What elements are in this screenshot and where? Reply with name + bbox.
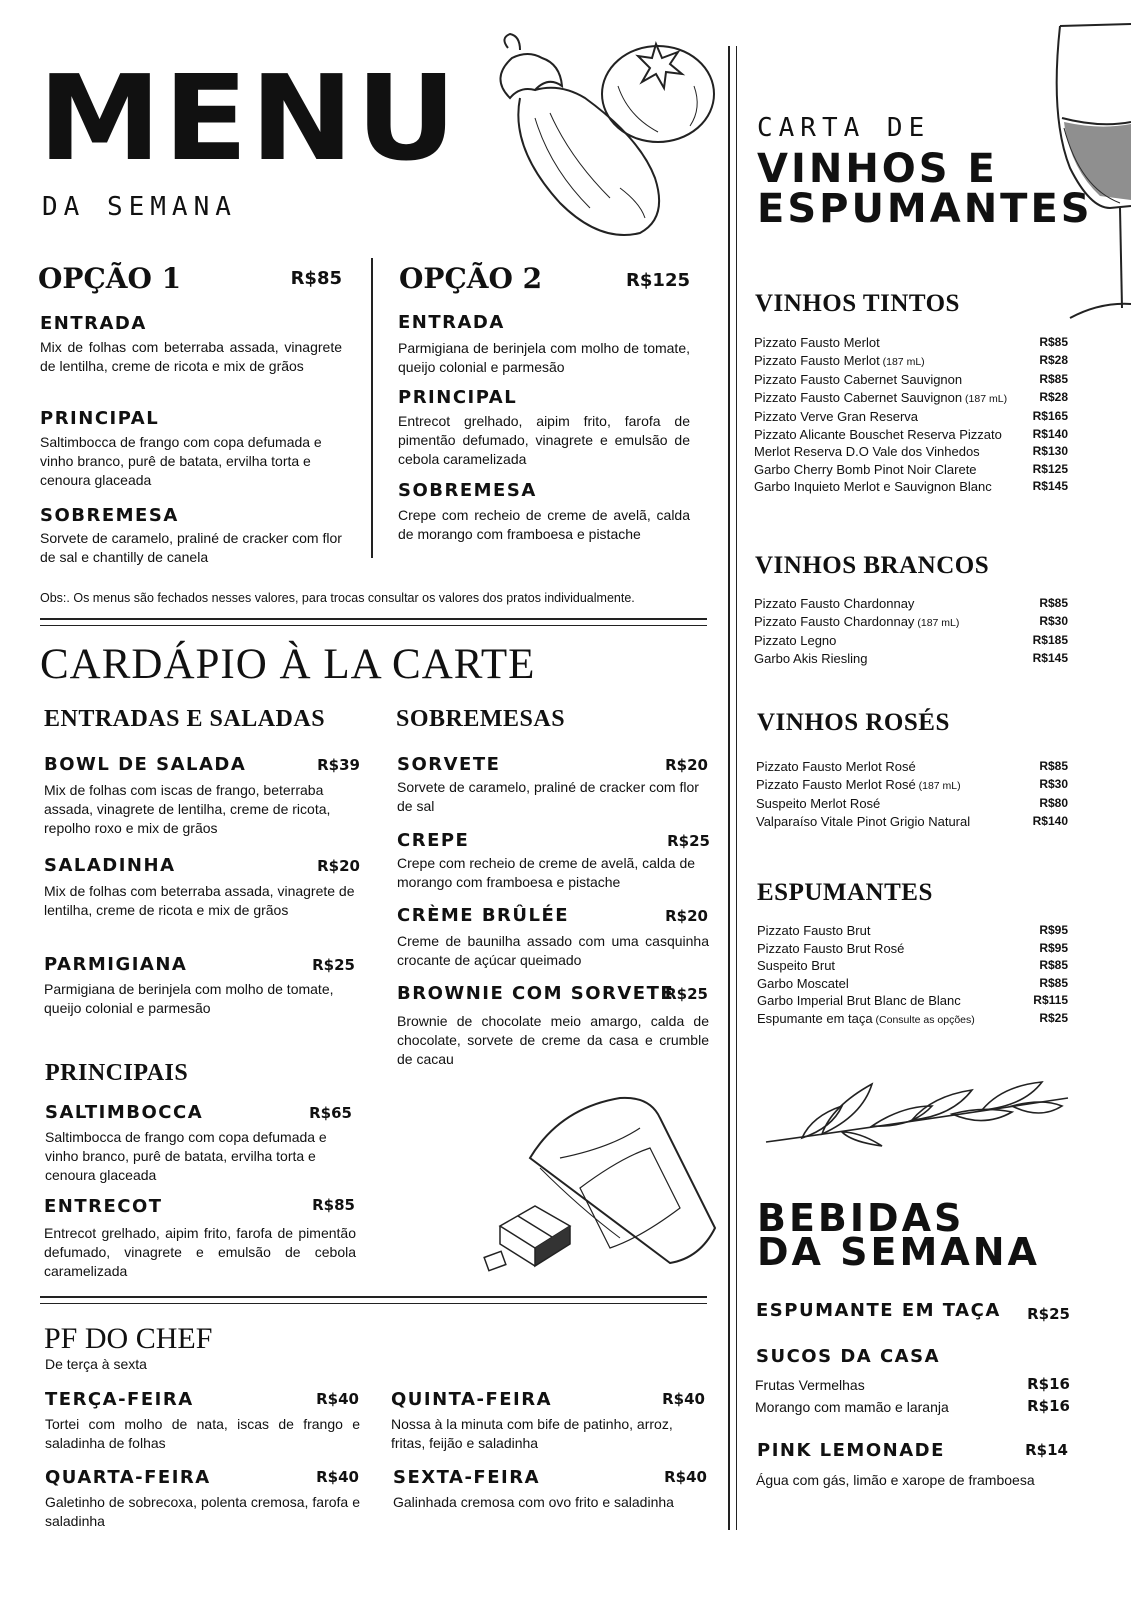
sobremesas-title: SOBREMESAS xyxy=(396,706,566,732)
wine-row xyxy=(754,595,1068,613)
dish-price: R$25 xyxy=(665,985,708,1003)
tintos-title: VINHOS TINTOS xyxy=(755,290,960,317)
lemonade-label: PINK LEMONADE xyxy=(757,1440,945,1461)
brancos-title: VINHOS BRANCOS xyxy=(755,552,990,579)
suco-name: Morango com mamão e laranja xyxy=(755,1399,949,1415)
dish-price: R$20 xyxy=(665,756,708,774)
wine-row xyxy=(757,992,1068,1010)
dish-title: CREPE xyxy=(397,830,470,851)
wine-name: Pizzato Alicante Bouschet Reserva Pizzato xyxy=(754,426,1002,442)
branch-icon xyxy=(762,1076,1072,1148)
tomato-icon xyxy=(598,36,720,146)
suco-name: Frutas Vermelhas xyxy=(755,1377,865,1393)
wine-list-brancos xyxy=(754,595,1068,667)
bebidas-title-1: BEBIDAS xyxy=(757,1196,965,1240)
bebidas-title-2: DA SEMANA xyxy=(757,1230,1040,1274)
pf-day-desc: Nossa à la minuta com bife de patinho, arroz, fritas, feijão e saladinha xyxy=(391,1416,673,1451)
option-1-principal-label: PRINCIPAL xyxy=(40,408,160,429)
wine-row xyxy=(757,922,1068,940)
wine-price: R$28 xyxy=(1039,352,1068,367)
column-divider xyxy=(728,46,730,1530)
wine-name: Garbo Akis Riesling xyxy=(754,650,868,666)
lemonade-price: R$14 xyxy=(1025,1441,1068,1459)
dish-price: R$25 xyxy=(667,832,710,850)
option-1-entrada: Mix de folhas com beterraba assada, vinagrete de lentilha, creme de ricota e mix de grãos xyxy=(40,339,342,374)
wine-row xyxy=(754,334,1068,352)
wine-list-espumantes xyxy=(757,922,1068,1029)
dish-title: SALTIMBOCCA xyxy=(45,1102,204,1123)
wine-price: R$125 xyxy=(1032,461,1068,476)
bebida-espumante-price: R$25 xyxy=(1027,1305,1070,1323)
dish-desc: Parmigiana de berinjela com molho de tomate, queijo colonial e parmesão xyxy=(44,981,334,1016)
option-2-principal: Entrecot grelhado, aipim frito, farofa de pimentão defumado, vinagrete e emulsão de cebola caramelizada xyxy=(398,413,690,467)
wine-price: R$85 xyxy=(1039,975,1068,990)
dish-desc: Brownie de chocolate meio amargo, calda de chocolate, sorvete de creme da casa e crumble de cacau xyxy=(397,1013,709,1067)
wine-row xyxy=(754,632,1068,650)
wine-name: Pizzato Fausto Chardonnay (187 mL) xyxy=(754,613,960,629)
wine-row xyxy=(754,650,1068,668)
menu-obs: Obs:. Os menus são fechados nesses valores, para trocas consultar os valores dos pratos individualmente. xyxy=(40,591,635,605)
options-divider xyxy=(371,258,373,558)
option-2-sobremesa-label: SOBREMESA xyxy=(398,480,537,501)
wine-row xyxy=(754,371,1068,389)
dish-price: R$25 xyxy=(312,956,355,974)
wine-price: R$130 xyxy=(1032,444,1068,458)
wine-name: Pizzato Verve Gran Reserva xyxy=(754,409,919,424)
sucos-label: SUCOS DA CASA xyxy=(756,1346,940,1367)
wine-title-1: VINHOS E xyxy=(757,146,998,192)
wine-name: Pizzato Fausto Merlot (187 mL) xyxy=(754,352,925,368)
wine-list-tintos xyxy=(754,334,1068,496)
pf-day-price: R$40 xyxy=(662,1390,705,1408)
pf-subtitle: De terça à sexta xyxy=(45,1356,147,1372)
wine-price: R$85 xyxy=(1039,335,1068,349)
wine-row xyxy=(757,1010,1068,1030)
dish-desc: Saltimbocca de frango com copa defumada e vinho branco, purê de batata, ervilha torta e cenoura glaceada xyxy=(45,1129,327,1183)
pf-day-title: SEXTA-FEIRA xyxy=(393,1467,540,1488)
dish-desc: Creme de baunilha assado com uma casquinha crocante de açúcar queimado xyxy=(397,933,709,968)
option-1-principal: Saltimbocca de frango com copa defumada e vinho branco, purê de batata, ervilha torta e cenoura glaceada xyxy=(40,434,322,488)
wine-row xyxy=(754,461,1068,479)
wine-note: (187 mL) xyxy=(879,355,925,368)
menu-title: MENU xyxy=(38,49,459,187)
wine-row xyxy=(754,478,1068,496)
wine-name: Pizzato Fausto Brut xyxy=(757,923,871,938)
dish-desc: Mix de folhas com beterraba assada, vinagrete de lentilha, creme de ricota e mix de grãos xyxy=(44,883,355,918)
wine-name: Pizzato Fausto Cabernet Sauvignon xyxy=(754,372,963,387)
wine-row xyxy=(756,795,1068,813)
wine-name: Pizzato Fausto Merlot Rosé (187 mL) xyxy=(756,776,961,792)
wine-row xyxy=(756,776,1068,796)
alacarte-title: CARDÁPIO À LA CARTE xyxy=(40,641,536,688)
wine-name: Pizzato Fausto Cabernet Sauvignon (187 mL) xyxy=(754,389,1008,405)
option-1-price: R$85 xyxy=(290,268,342,289)
wine-price: R$145 xyxy=(1032,650,1068,665)
column-divider-2 xyxy=(736,46,737,1530)
wine-name: Garbo Inquieto Merlot e Sauvignon Blanc xyxy=(754,479,992,494)
wine-price: R$25 xyxy=(1039,1010,1068,1025)
wine-price: R$80 xyxy=(1039,796,1068,810)
wine-name: Garbo Imperial Brut Blanc de Blanc xyxy=(757,993,961,1008)
wine-note: (Consulte as opções) xyxy=(872,1013,975,1026)
dish-title: BOWL DE SALADA xyxy=(44,754,247,775)
pf-day-title: TERÇA-FEIRA xyxy=(45,1389,194,1410)
pf-day-title: QUARTA-FEIRA xyxy=(45,1467,211,1488)
option-1-sobremesa-label: SOBREMESA xyxy=(40,505,179,526)
chocolate-icon xyxy=(480,1196,580,1278)
option-2-title: OPÇÃO 2 xyxy=(399,262,543,295)
wine-glass-icon xyxy=(1040,18,1131,338)
wine-price: R$85 xyxy=(1039,759,1068,773)
option-2-entrada-label: ENTRADA xyxy=(398,312,505,333)
wine-name: Suspeito Merlot Rosé xyxy=(756,796,881,811)
dish-desc: Sorvete de caramelo, praliné de cracker com flor de sal xyxy=(397,779,699,814)
dish-price: R$20 xyxy=(665,907,708,925)
dish-price: R$85 xyxy=(312,1196,355,1214)
wine-name: Espumante em taça (Consulte as opções) xyxy=(757,1010,975,1026)
dish-title: BROWNIE COM SORVETE xyxy=(397,983,675,1004)
wine-row xyxy=(754,613,1068,633)
wine-price: R$165 xyxy=(1032,409,1068,423)
option-1-entrada-label: ENTRADA xyxy=(40,313,147,334)
wine-row xyxy=(754,408,1068,426)
option-2-sobremesa: Crepe com recheio de creme de avelã, calda de morango com framboesa e pistache xyxy=(398,507,690,542)
wine-price: R$95 xyxy=(1039,940,1068,955)
wine-name: Pizzato Fausto Merlot Rosé xyxy=(756,759,916,774)
wine-name: Pizzato Legno xyxy=(754,633,837,648)
wine-price: R$30 xyxy=(1039,776,1068,791)
wine-title-2: ESPUMANTES xyxy=(757,186,1093,232)
dish-title: ENTRECOT xyxy=(44,1196,163,1217)
dish-title: SALADINHA xyxy=(44,855,176,876)
wine-row xyxy=(757,940,1068,958)
dish-title: PARMIGIANA xyxy=(44,954,188,975)
lemonade-desc: Água com gás, limão e xarope de framboesa xyxy=(756,1472,1035,1488)
section-rule xyxy=(40,618,707,620)
dish-price: R$39 xyxy=(317,756,360,774)
option-1-title: OPÇÃO 1 xyxy=(38,262,182,295)
option-1-sobremesa: Sorvete de caramelo, praliné de cracker com flor de sal e chantilly de canela xyxy=(40,530,342,565)
wine-price: R$140 xyxy=(1032,813,1068,828)
entradas-title: ENTRADAS E SALADAS xyxy=(44,706,326,732)
option-2-principal-label: PRINCIPAL xyxy=(398,387,518,408)
wine-price: R$95 xyxy=(1039,923,1068,937)
roses-title: VINHOS ROSÉS xyxy=(757,709,950,736)
section-rule-3 xyxy=(40,1296,707,1298)
wine-name: Valparaíso Vitale Pinot Grigio Natural xyxy=(756,813,971,829)
option-2-price: R$125 xyxy=(626,270,690,291)
pf-title: PF DO CHEF xyxy=(44,1322,213,1355)
wine-price: R$85 xyxy=(1039,958,1068,972)
wine-row xyxy=(754,426,1068,444)
espumantes-title: ESPUMANTES xyxy=(757,879,933,906)
section-rule-2 xyxy=(40,625,707,626)
menu-subtitle: DA SEMANA xyxy=(42,192,237,222)
wine-name: Pizzato Fausto Brut Rosé xyxy=(757,940,905,956)
wine-row xyxy=(756,813,1068,831)
wine-note: (187 mL) xyxy=(915,779,961,792)
dish-desc: Entrecot grelhado, aipim frito, farofa de pimentão defumado, vinagrete e emulsão de cebola caramelizada xyxy=(44,1225,356,1279)
pf-day-desc: Galinhada cremosa com ovo frito e saladinha xyxy=(393,1494,674,1510)
dish-price: R$65 xyxy=(309,1104,352,1122)
wine-price: R$115 xyxy=(1033,993,1068,1007)
wine-name: Garbo Cherry Bomb Pinot Noir Clarete xyxy=(754,461,977,477)
pf-day-price: R$40 xyxy=(664,1468,707,1486)
pf-day-price: R$40 xyxy=(316,1468,359,1486)
wine-note: (187 mL) xyxy=(914,616,960,629)
pf-day-desc: Tortei com molho de nata, iscas de frango e saladinha de folhas xyxy=(45,1416,360,1451)
principais-title: PRINCIPAIS xyxy=(45,1060,189,1086)
dish-title: SORVETE xyxy=(397,754,501,775)
wine-carta-label: CARTA DE xyxy=(757,113,931,143)
wine-name: Pizzato Fausto Merlot xyxy=(754,335,880,350)
wine-note: (187 mL) xyxy=(962,392,1008,405)
dish-desc: Crepe com recheio de creme de avelã, calda de morango com framboesa e pistache xyxy=(397,855,696,890)
section-rule-4 xyxy=(40,1303,707,1304)
wine-row xyxy=(754,443,1068,461)
wine-name: Suspeito Brut xyxy=(757,958,836,973)
suco-price: R$16 xyxy=(1027,1375,1070,1393)
bebida-espumante-label: ESPUMANTE EM TAÇA xyxy=(756,1300,1001,1321)
wine-row xyxy=(754,352,1068,372)
wine-row xyxy=(757,957,1068,975)
wine-price: R$30 xyxy=(1039,613,1068,628)
wine-list-roses xyxy=(756,758,1068,830)
wine-price: R$145 xyxy=(1032,479,1068,493)
wine-row xyxy=(756,758,1068,776)
wine-price: R$85 xyxy=(1039,596,1068,610)
option-2-entrada: Parmigiana de berinjela com molho de tomate, queijo colonial e parmesão xyxy=(398,340,690,375)
dish-title: CRÈME BRÛLÉE xyxy=(397,905,570,926)
pf-day-title: QUINTA-FEIRA xyxy=(391,1389,553,1410)
wine-price: R$28 xyxy=(1039,389,1068,404)
dish-desc: Mix de folhas com iscas de frango, beterraba assada, vinagrete de lentilha, creme de ricota, repolho roxo e mix de grãos xyxy=(44,782,331,836)
wine-row xyxy=(754,389,1068,409)
wine-name: Pizzato Fausto Chardonnay xyxy=(754,596,915,611)
dish-price: R$20 xyxy=(317,857,360,875)
wine-name: Merlot Reserva D.O Vale dos Vinhedos xyxy=(754,444,980,459)
wine-price: R$185 xyxy=(1032,633,1068,647)
pf-day-price: R$40 xyxy=(316,1390,359,1408)
wine-price: R$85 xyxy=(1039,372,1068,386)
wine-name: Garbo Moscatel xyxy=(757,975,849,991)
pf-day-desc: Galetinho de sobrecoxa, polenta cremosa, farofa e saladinha xyxy=(45,1494,360,1529)
wine-row xyxy=(757,975,1068,993)
wine-price: R$140 xyxy=(1032,426,1068,441)
suco-price: R$16 xyxy=(1027,1397,1070,1415)
